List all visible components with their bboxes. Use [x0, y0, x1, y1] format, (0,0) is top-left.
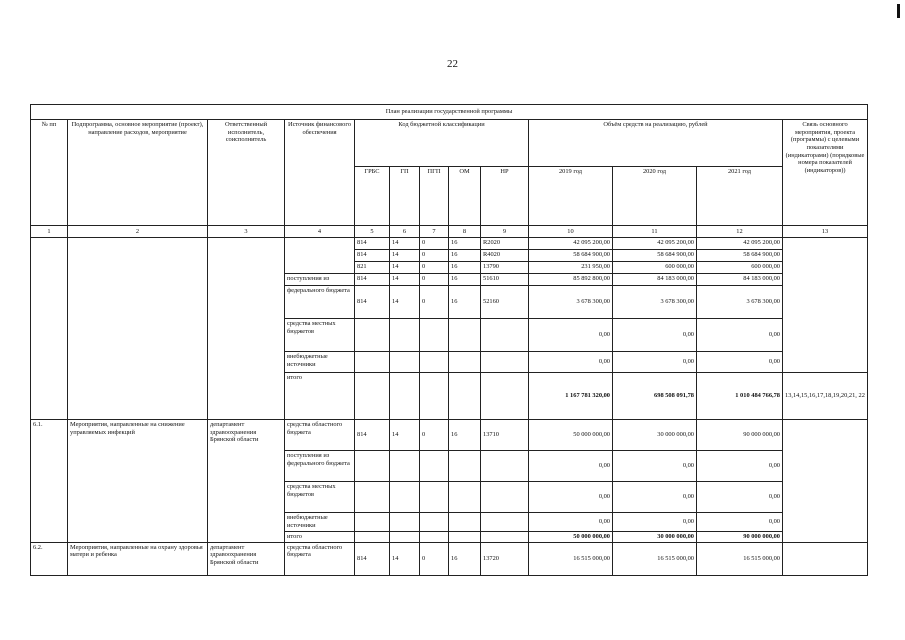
header-pgp: ПГП — [420, 167, 449, 226]
cell-2019: 0,00 — [529, 513, 613, 532]
cell-gp: 14 — [390, 420, 420, 451]
cell-pgp: 0 — [420, 238, 449, 250]
cell-link-indicators: 13,14,15,16,17,18,19,20,21, 22 — [783, 373, 868, 420]
cell-2020: 0,00 — [613, 513, 697, 532]
cell-responsible — [208, 238, 285, 420]
cell-2021: 42 095 200,00 — [697, 238, 783, 250]
cell-grbs — [355, 373, 390, 420]
cell-2020-total: 698 508 091,78 — [613, 373, 697, 420]
cell-2020: 0,00 — [613, 482, 697, 513]
column-number: 2 — [68, 226, 208, 238]
column-number: 11 — [613, 226, 697, 238]
cell-2020: 30 000 000,00 — [613, 420, 697, 451]
cell-grbs: 814 — [355, 274, 390, 286]
cell-2020: 84 183 000,00 — [613, 274, 697, 286]
cell-gp — [390, 373, 420, 420]
cell-2021: 3 678 300,00 — [697, 286, 783, 319]
cell-2019-total: 1 167 781 320,00 — [529, 373, 613, 420]
cell-2021: 600 000,00 — [697, 262, 783, 274]
cell-np: 52160 — [481, 286, 529, 319]
cell-subprogram: Мероприятия, направленные на снижение управляемых инфекций — [68, 420, 208, 543]
header-source: Источник финансового обеспечения — [285, 120, 355, 226]
cell-np: 13720 — [481, 542, 529, 575]
cell-gp — [390, 352, 420, 373]
cell-om: 16 — [449, 420, 481, 451]
cell-2019: 42 095 200,00 — [529, 238, 613, 250]
cell-om: 16 — [449, 238, 481, 250]
cell-2020: 0,00 — [613, 451, 697, 482]
cell-pgp — [420, 373, 449, 420]
cell-om — [449, 352, 481, 373]
header-gp: ГП — [390, 167, 420, 226]
cell-np: R4020 — [481, 250, 529, 262]
cell-om: 16 — [449, 542, 481, 575]
cell-responsible: департамент здравоохранения Брянской области — [208, 542, 285, 575]
cell-pgp: 0 — [420, 420, 449, 451]
cell-2020: 58 684 900,00 — [613, 250, 697, 262]
cell-om — [449, 373, 481, 420]
cell-gp — [390, 319, 420, 352]
column-number: 8 — [449, 226, 481, 238]
cell-source: средства областного бюджета — [285, 420, 355, 451]
cell-2021: 0,00 — [697, 451, 783, 482]
cell-2019: 0,00 — [529, 352, 613, 373]
cell-grbs: 814 — [355, 286, 390, 319]
column-number: 4 — [285, 226, 355, 238]
table-row — [31, 238, 868, 250]
edge-mark — [897, 4, 900, 18]
cell-2021: 90 000 000,00 — [697, 420, 783, 451]
cell-pgp: 0 — [420, 274, 449, 286]
column-number: 7 — [420, 226, 449, 238]
cell-source: средства местных бюджетов — [285, 319, 355, 352]
cell-2019: 85 892 800,00 — [529, 274, 613, 286]
cell-source: поступления из федерального бюджета — [285, 451, 355, 482]
column-number: 6 — [390, 226, 420, 238]
cell-pgp: 0 — [420, 262, 449, 274]
cell-source: средства местных бюджетов — [285, 482, 355, 513]
header-no: № пп — [31, 120, 68, 226]
cell-grbs: 814 — [355, 542, 390, 575]
cell-2020: 42 095 200,00 — [613, 238, 697, 250]
cell-np: R2020 — [481, 238, 529, 250]
cell-om: 16 — [449, 262, 481, 274]
cell-no — [31, 238, 68, 420]
cell-2020: 16 515 000,00 — [613, 542, 697, 575]
cell-np — [481, 319, 529, 352]
cell-2019: 0,00 — [529, 451, 613, 482]
cell-subprogram — [68, 238, 208, 420]
cell-grbs: 814 — [355, 238, 390, 250]
cell-responsible: департамент здравоохранения Брянской области — [208, 420, 285, 543]
cell-om: 16 — [449, 274, 481, 286]
cell-grbs — [355, 319, 390, 352]
table-title: План реализации государственной программы — [31, 105, 868, 120]
cell-2019: 231 950,00 — [529, 262, 613, 274]
cell-grbs — [355, 352, 390, 373]
cell-2021: 0,00 — [697, 319, 783, 352]
cell-2021: 0,00 — [697, 482, 783, 513]
cell-pgp — [420, 319, 449, 352]
column-number: 12 — [697, 226, 783, 238]
cell-2021: 16 515 000,00 — [697, 542, 783, 575]
cell-np: 13710 — [481, 420, 529, 451]
cell-gp: 14 — [390, 542, 420, 575]
header-grbs: ГРБС — [355, 167, 390, 226]
cell-grbs: 814 — [355, 250, 390, 262]
cell-source: внебюджетные источники — [285, 352, 355, 373]
cell-pgp: 0 — [420, 542, 449, 575]
cell-2021: 84 183 000,00 — [697, 274, 783, 286]
cell-gp: 14 — [390, 262, 420, 274]
header-2019: 2019 год — [529, 167, 613, 226]
cell-subprogram: Мероприятия, направленные на охрану здоровья матери и ребенка — [68, 542, 208, 575]
column-number: 1 — [31, 226, 68, 238]
cell-2021: 58 684 900,00 — [697, 250, 783, 262]
cell-om — [449, 319, 481, 352]
cell-gp: 14 — [390, 250, 420, 262]
cell-gp: 14 — [390, 238, 420, 250]
header-volume: Объём средств на реализацию, рублей — [529, 120, 783, 167]
table-row — [31, 542, 868, 575]
cell-source: средства областного бюджета — [285, 542, 355, 575]
cell-2019: 3 678 300,00 — [529, 286, 613, 319]
cell-link — [783, 420, 868, 543]
header-budget-code: Код бюджетной классификации — [355, 120, 529, 167]
cell-source: внебюджетные источники — [285, 513, 355, 532]
cell-2019: 58 684 900,00 — [529, 250, 613, 262]
column-numbers-row — [31, 226, 868, 238]
table-row — [31, 420, 868, 451]
cell-2020: 0,00 — [613, 352, 697, 373]
cell-2021-total: 90 000 000,00 — [697, 532, 783, 543]
cell-2019: 16 515 000,00 — [529, 542, 613, 575]
page-number: 22 — [447, 58, 458, 70]
cell-link — [783, 542, 868, 575]
column-number: 13 — [783, 226, 868, 238]
cell-np: 13790 — [481, 262, 529, 274]
cell-gp: 14 — [390, 274, 420, 286]
cell-pgp: 0 — [420, 250, 449, 262]
cell-om: 16 — [449, 286, 481, 319]
cell-2020: 3 678 300,00 — [613, 286, 697, 319]
header-subprogram: Подпрограмма, основное мероприятие (проект), направление расходов, мероприятие — [68, 120, 208, 226]
cell-2019: 0,00 — [529, 482, 613, 513]
cell-2020-total: 30 000 000,00 — [613, 532, 697, 543]
cell-gp: 14 — [390, 286, 420, 319]
cell-source-total: итого — [285, 532, 355, 543]
cell-2019: 0,00 — [529, 319, 613, 352]
cell-grbs: 814 — [355, 420, 390, 451]
cell-source: федерального бюджета — [285, 286, 355, 319]
header-2021: 2021 год — [697, 167, 783, 226]
header-np: НР — [481, 167, 529, 226]
cell-2020: 600 000,00 — [613, 262, 697, 274]
cell-2021-total: 1 010 484 766,78 — [697, 373, 783, 420]
header-link: Связь основного мероприятия, проекта (программы) с целевыми показателями (индикаторами) (порядковые номера показателей (индикаторов)) — [783, 120, 868, 226]
column-number: 3 — [208, 226, 285, 238]
cell-2021: 0,00 — [697, 352, 783, 373]
cell-np — [481, 373, 529, 420]
cell-no: 6.1. — [31, 420, 68, 543]
cell-om: 16 — [449, 250, 481, 262]
cell-source-total: итого — [285, 373, 355, 420]
column-number: 10 — [529, 226, 613, 238]
header-2020: 2020 год — [613, 167, 697, 226]
cell-2021: 0,00 — [697, 513, 783, 532]
header-responsible: Ответственный исполнитель, соисполнитель — [208, 120, 285, 226]
cell-source — [285, 238, 355, 274]
cell-np: 51610 — [481, 274, 529, 286]
cell-2019: 50 000 000,00 — [529, 420, 613, 451]
cell-link — [783, 238, 868, 373]
column-number: 5 — [355, 226, 390, 238]
cell-grbs: 821 — [355, 262, 390, 274]
cell-np — [481, 352, 529, 373]
plan-table — [30, 104, 868, 576]
cell-pgp — [420, 352, 449, 373]
column-number: 9 — [481, 226, 529, 238]
header-om: ОМ — [449, 167, 481, 226]
cell-2019-total: 50 000 000,00 — [529, 532, 613, 543]
cell-pgp: 0 — [420, 286, 449, 319]
cell-source: поступления из — [285, 274, 355, 286]
cell-2020: 0,00 — [613, 319, 697, 352]
cell-no: 6.2. — [31, 542, 68, 575]
